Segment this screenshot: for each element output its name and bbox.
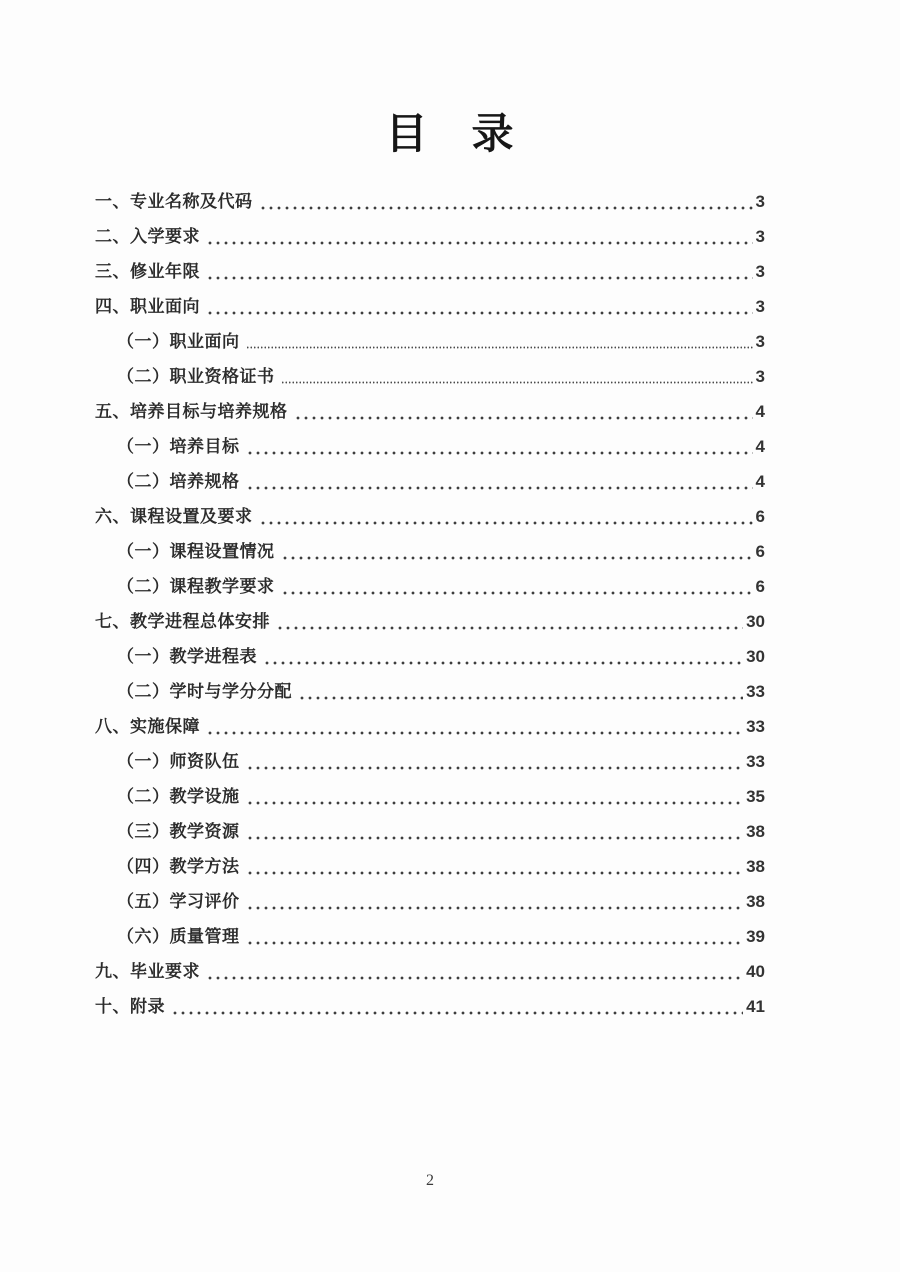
toc-entry-label: （二）教学设施 xyxy=(117,787,240,807)
toc-entry-page-number: 4 xyxy=(755,437,765,457)
dot-leader xyxy=(298,674,743,709)
toc-entry-label: 一、专业名称及代码 xyxy=(95,192,253,212)
toc-entry-page-number: 4 xyxy=(755,472,765,492)
toc-entry-page-number: 33 xyxy=(746,682,765,702)
toc-entry-label: （一）课程设置情况 xyxy=(117,542,275,562)
dot-leader xyxy=(246,884,744,919)
toc-entry xyxy=(95,569,765,604)
dot-leader xyxy=(246,744,744,779)
toc-entry xyxy=(95,604,765,639)
dot-leader xyxy=(206,954,743,989)
toc-entry xyxy=(95,289,765,324)
dot-leader xyxy=(206,219,753,254)
dot-leader xyxy=(263,639,743,674)
toc-entry xyxy=(95,849,765,884)
toc-entry-page-number: 4 xyxy=(755,402,765,422)
toc-entry-page-number: 3 xyxy=(755,367,765,387)
toc-entry-page-number: 3 xyxy=(755,262,765,282)
toc-entry-label: （四）教学方法 xyxy=(117,857,240,877)
toc-entry-label: （一）职业面向 xyxy=(117,332,240,352)
toc-list xyxy=(95,184,765,1024)
dot-leader xyxy=(259,184,753,219)
toc-entry-page-number: 30 xyxy=(746,647,765,667)
toc-entry xyxy=(95,499,765,534)
toc-entry-page-number: 30 xyxy=(746,612,765,632)
toc-entry-label: （一）培养目标 xyxy=(117,437,240,457)
toc-entry xyxy=(95,429,765,464)
toc-entry-page-number: 6 xyxy=(755,577,765,597)
toc-entry xyxy=(95,219,765,254)
dot-leader xyxy=(246,779,744,814)
dot-leader xyxy=(206,289,753,324)
toc-entry xyxy=(95,359,765,394)
dot-leader xyxy=(246,919,744,954)
toc-entry-label: 十、附录 xyxy=(95,997,165,1017)
dot-leader xyxy=(246,429,753,464)
dot-leader xyxy=(281,534,753,569)
toc-entry-label: （三）教学资源 xyxy=(117,822,240,842)
toc-entry-page-number: 39 xyxy=(746,927,765,947)
toc-entry-page-number: 40 xyxy=(746,962,765,982)
dot-leader xyxy=(281,359,753,394)
toc-entry xyxy=(95,744,765,779)
toc-entry-page-number: 6 xyxy=(755,542,765,562)
dot-leader xyxy=(276,604,743,639)
toc-entry-page-number: 35 xyxy=(746,787,765,807)
toc-entry-label: 二、入学要求 xyxy=(95,227,200,247)
toc-entry-label: 七、教学进程总体安排 xyxy=(95,612,270,632)
toc-entry xyxy=(95,324,765,359)
dot-leader xyxy=(281,569,753,604)
page-title: 目 录 xyxy=(385,112,515,158)
toc-entry xyxy=(95,919,765,954)
toc-entry-page-number: 38 xyxy=(746,857,765,877)
toc-entry-page-number: 3 xyxy=(755,227,765,247)
toc-entry-label: 五、培养目标与培养规格 xyxy=(95,402,288,422)
dot-leader xyxy=(206,709,743,744)
toc-entry-label: 八、实施保障 xyxy=(95,717,200,737)
dot-leader xyxy=(246,849,744,884)
dot-leader xyxy=(171,989,743,1024)
toc-entry-label: （五）学习评价 xyxy=(117,892,240,912)
toc-entry xyxy=(95,184,765,219)
toc-entry xyxy=(95,884,765,919)
toc-entry xyxy=(95,674,765,709)
dot-leader xyxy=(246,814,744,849)
dot-leader xyxy=(246,324,753,359)
toc-entry xyxy=(95,779,765,814)
toc-entry-label: 三、修业年限 xyxy=(95,262,200,282)
toc-entry-page-number: 3 xyxy=(755,297,765,317)
toc-entry-page-number: 3 xyxy=(755,192,765,212)
toc-entry xyxy=(95,954,765,989)
toc-entry xyxy=(95,814,765,849)
toc-entry-page-number: 38 xyxy=(746,892,765,912)
toc-entry-page-number: 33 xyxy=(746,752,765,772)
toc-entry-label: 四、职业面向 xyxy=(95,297,200,317)
toc-entry-page-number: 6 xyxy=(755,507,765,527)
toc-entry xyxy=(95,254,765,289)
toc-entry-page-number: 3 xyxy=(755,332,765,352)
page-number: 2 xyxy=(426,1172,434,1189)
dot-leader xyxy=(246,464,753,499)
toc-entry-page-number: 33 xyxy=(746,717,765,737)
toc-entry xyxy=(95,989,765,1024)
toc-entry xyxy=(95,464,765,499)
toc-entry-page-number: 38 xyxy=(746,822,765,842)
toc-entry xyxy=(95,534,765,569)
dot-leader xyxy=(294,394,753,429)
toc-entry-label: （六）质量管理 xyxy=(117,927,240,947)
toc-entry xyxy=(95,639,765,674)
toc-entry-label: （二）课程教学要求 xyxy=(117,577,275,597)
toc-entry-label: （一）师资队伍 xyxy=(117,752,240,772)
toc-entry-label: （二）职业资格证书 xyxy=(117,367,275,387)
toc-entry-label: （一）教学进程表 xyxy=(117,647,257,667)
toc-entry-label: （二）培养规格 xyxy=(117,472,240,492)
toc-entry xyxy=(95,709,765,744)
toc-entry-label: 九、毕业要求 xyxy=(95,962,200,982)
toc-entry-label: （二）学时与学分分配 xyxy=(117,682,292,702)
dot-leader xyxy=(259,499,753,534)
toc-entry xyxy=(95,394,765,429)
toc-entry-label: 六、课程设置及要求 xyxy=(95,507,253,527)
dot-leader xyxy=(206,254,753,289)
toc-entry-page-number: 41 xyxy=(746,997,765,1017)
